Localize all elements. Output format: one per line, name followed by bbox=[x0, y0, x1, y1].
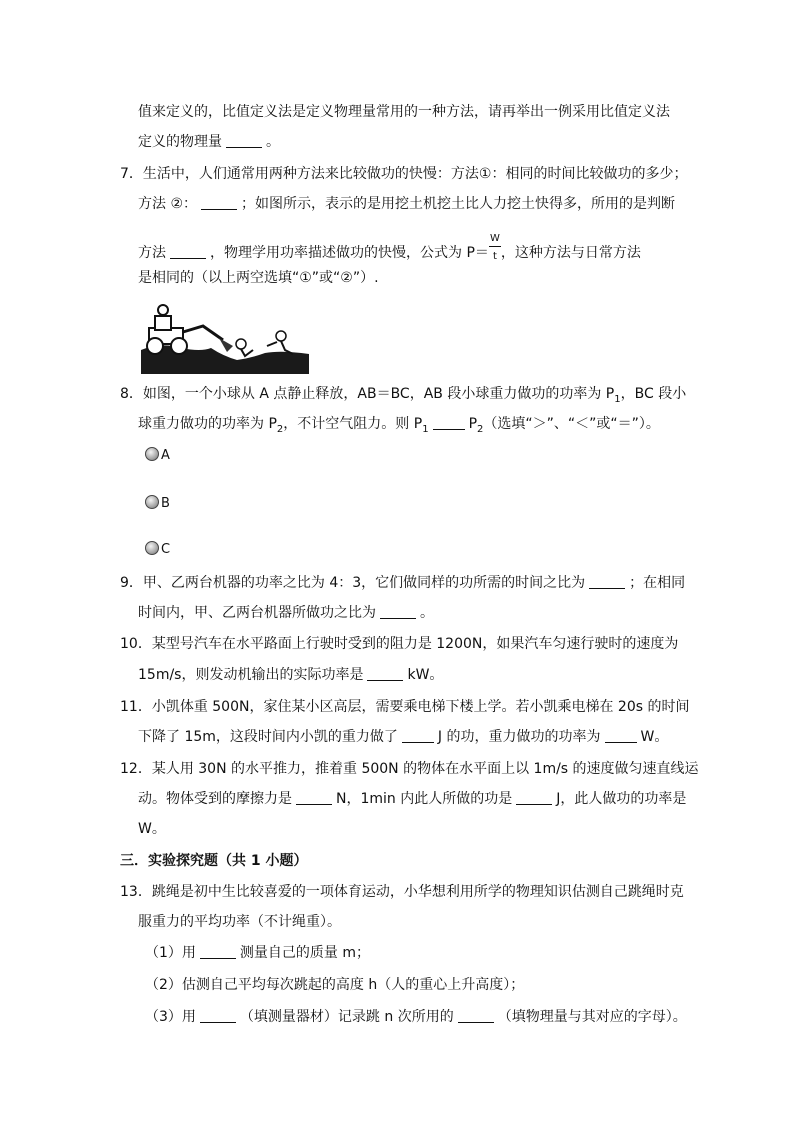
answer-blank[interactable] bbox=[605, 728, 637, 743]
q10-line1: 10．某型号汽车在水平路面上行驶时受到的阻力是 1200N，如果汽车匀速行驶时的速度为 bbox=[120, 636, 679, 652]
answer-blank[interactable] bbox=[200, 944, 236, 959]
q12-line3: W。 bbox=[138, 821, 166, 837]
option-b[interactable]: B bbox=[145, 495, 170, 512]
radio-icon[interactable] bbox=[145, 495, 159, 509]
answer-blank[interactable] bbox=[458, 1008, 494, 1023]
q12-line1: 12．某人用 30N 的水平推力，推着重 500N 的物体在水平面上以 1m/s 的速度做匀速直线运 bbox=[120, 761, 699, 777]
answer-blank[interactable] bbox=[433, 415, 465, 430]
power-formula: $\frac{W}{t}$ bbox=[489, 233, 500, 262]
q7-line3: 方法 ，物理学用功率描述做功的快慢，公式为 P＝ $\frac{W}{t}$ ，这种方法与日常方法 bbox=[138, 233, 641, 262]
q8-line2: 球重力做功的功率为 $P_2$，不计空气阻力。则 $P_1$ $P_2$（选填“＞”、“＜”或“＝”）。 bbox=[138, 416, 660, 435]
answer-blank[interactable] bbox=[200, 1008, 236, 1023]
q13-step3: （3）用 （填测量器材）记录跳 n 次所用的 （填物理量与其对应的字母）。 bbox=[145, 1009, 687, 1025]
answer-blank[interactable] bbox=[589, 574, 625, 589]
q6-line2: 定义的物理量 。 bbox=[138, 134, 280, 150]
q11-line2: 下降了 15m，这段时间内小凯的重力做了 J 的功，重力做功的功率为 W。 bbox=[138, 729, 669, 745]
answer-blank[interactable] bbox=[380, 604, 416, 619]
q11-line1: 11．小凯体重 500N，家住某小区高层，需要乘电梯下楼上学。若小凯乘电梯在 20s 的时间 bbox=[120, 699, 690, 715]
q8-line1: 8．如图，一个小球从 A 点静止释放，AB＝BC，AB 段小球重力做功的功率为 $P_1$，BC 段小 bbox=[120, 386, 687, 405]
q10-line2: 15m/s，则发动机输出的实际功率是 kW。 bbox=[138, 667, 444, 683]
q7-line4: 是相同的（以上两空选填“①”或“②”）. bbox=[138, 270, 379, 286]
radio-icon[interactable] bbox=[145, 447, 159, 461]
q7-line1: 7．生活中，人们通常用两种方法来比较做功的快慢：方法①：相同的时间比较做功的多少； bbox=[120, 166, 688, 182]
radio-icon[interactable] bbox=[145, 541, 159, 555]
option-c[interactable]: C bbox=[145, 541, 170, 558]
section-heading: 三．实验探究题（共 1 小题） bbox=[120, 853, 308, 869]
q13-step1: （1）用 测量自己的质量 m； bbox=[145, 945, 371, 961]
q13-line1: 13．跳绳是初中生比较喜爱的一项体育运动，小华想利用所学的物理知识估测自己跳绳时克 bbox=[120, 884, 684, 900]
q9-line2: 时间内，甲、乙两台机器所做功之比为 。 bbox=[138, 605, 434, 621]
q7-line2: 方法 ②： ；如图所示，表示的是用挖土机挖土比人力挖土快得多，所用的是判断 bbox=[138, 196, 676, 212]
q6-line1: 值来定义的，比值定义法是定义物理量常用的一种方法，请再举出一例采用比值定义法 bbox=[138, 104, 670, 120]
answer-blank[interactable] bbox=[226, 133, 262, 148]
option-a[interactable]: A bbox=[145, 447, 170, 464]
answer-blank[interactable] bbox=[367, 666, 403, 681]
answer-blank[interactable] bbox=[201, 195, 237, 210]
answer-blank[interactable] bbox=[402, 728, 434, 743]
q13-line2: 服重力的平均功率（不计绳重）。 bbox=[138, 914, 341, 930]
answer-blank[interactable] bbox=[170, 244, 206, 259]
q9-line1: 9．甲、乙两台机器的功率之比为 4：3，它们做同样的功所需的时间之比为 ；在相同 bbox=[120, 575, 686, 591]
q12-line2: 动。物体受到的摩擦力是 N，1min 内此人所做的功是 J，此人做功的功率是 bbox=[138, 791, 687, 807]
q13-step2: （2）估测自己平均每次跳起的高度 h（人的重心上升高度）； bbox=[145, 977, 525, 993]
answer-blank[interactable] bbox=[516, 790, 552, 805]
answer-blank[interactable] bbox=[296, 790, 332, 805]
excavator-vs-workers-illustration bbox=[141, 298, 309, 374]
